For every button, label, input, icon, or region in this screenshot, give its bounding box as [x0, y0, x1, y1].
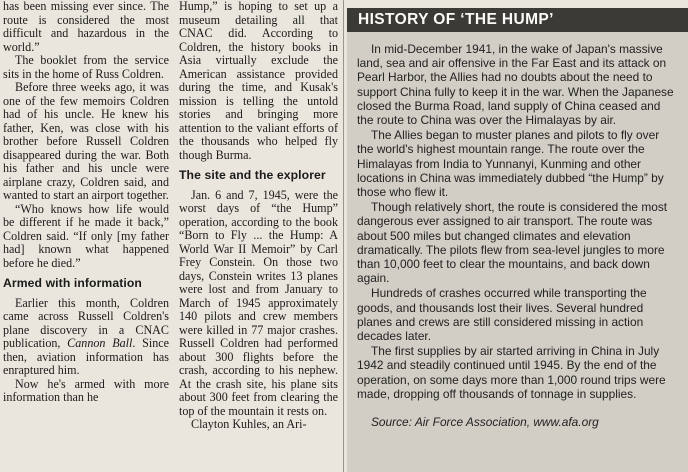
sidebar-paragraph: In mid-December 1941, in the wake of Japan's massive land, sea and air offensive in the Far East and its attack on Pearl Harbor, the Allies had no doubts about the need to support China fully to keep it in the war. When the Japanese closed the Burma Road, land supply of China ceased and the route to China was over the Himalayas by air.: [357, 42, 674, 128]
source-credit: Source: Air Force Association, www.afa.org: [371, 415, 599, 430]
text-run: Earlier this month, Coldren came across Russell Coldren's plane discovery in a CNAC publication,: [3, 295, 169, 350]
body-paragraph: “Who knows how life would be different if he made it back,” Coldren said. “If only [my father had] known what happened before he died.”: [3, 201, 169, 270]
body-paragraph: Clayton Kuhles, an Ari-: [191, 417, 307, 431]
sidebar-paragraph: Hundreds of crashes occurred while transporting the goods, and thousands lost their lives. Several hundred planes and crews are still considered missing in action decades later.: [357, 286, 647, 344]
article-column-1: [3, 0, 169, 472]
body-paragraph: Hump,” is hoping to set up a museum detailing all that CNAC did. According to Coldren, the history books in Asia virtually exclude the American assistance provided during the time, and Kusak's mission is telling the untold stories and bringing more attention to the valiant efforts of the thousands who helped fly though Burma.: [179, 0, 338, 162]
article-column-2: [179, 0, 338, 472]
sidebar-paragraph: The first supplies by air started arriving in China in July 1942 and steadily continued until 1945. By the end of the operation, on some days more than 1,000 round trips were made, dropping off thousands of tonnage in supplies.: [357, 344, 666, 401]
section-subhead: The site and the explorer: [179, 168, 326, 182]
body-paragraph: Before three weeks ago, it was one of the few memoirs Coldren had of his uncle. He knew his father, Ken, was close with his brother before Russell Coldren disappeared during the war. Both his father and his uncle were airplane crazy, Coldren said, and wanted to start an airport together.: [3, 80, 169, 202]
sidebar-title: HISTORY OF ‘THE HUMP’: [347, 8, 688, 32]
sidebar-paragraph: Though relatively short, the route is considered the most dangerous ever assigned to air transport. The route was about 500 miles but changed climates and elevation dramatically. The pilots flew from sea-level jungles to more than 10,000 feet to clear the mountains, and back down again.: [357, 200, 668, 286]
body-paragraph: Jan. 6 and 7, 1945, were the worst days of “the Hump” operation, according to the book “Born to Fly ... the Hump: A World War II Memoir” by Carl Frey Constein. On those two days, Constein writes 13 planes were lost and from January to March of 1945 approximately 140 pilots and crew members were killed in 77 major crashes. Russell Coldren had performed about 300 flights before the crash, according to his nephew. At the crash site, his plane sits about 300 feet from clearing the top of the mountain it rests on.: [179, 187, 338, 418]
column-divider: [343, 0, 344, 472]
publication-title: Cannon Ball: [67, 336, 133, 350]
body-paragraph: The booklet from the service sits in the home of Russ Coldren.: [3, 53, 169, 81]
body-paragraph: Now he's armed with more information than he: [3, 376, 169, 404]
body-paragraph: has been missing ever since. The route is considered the most difficult and hazardous in the world.”: [3, 0, 169, 54]
section-subhead: Armed with information: [3, 276, 142, 290]
history-sidebar: [347, 8, 688, 472]
sidebar-body: [347, 32, 688, 429]
sidebar-paragraph: The Allies began to muster planes and pilots to fly over the world's highest mountain range. The route over the Himalayas from India to Yunnanyi, Kunming and other locations in China was immediately dubbed “the Hump” by those who flew it.: [357, 128, 664, 200]
body-paragraph: [3, 297, 169, 378]
text-run: . Since then, aviation information has enraptured him.: [3, 336, 169, 377]
